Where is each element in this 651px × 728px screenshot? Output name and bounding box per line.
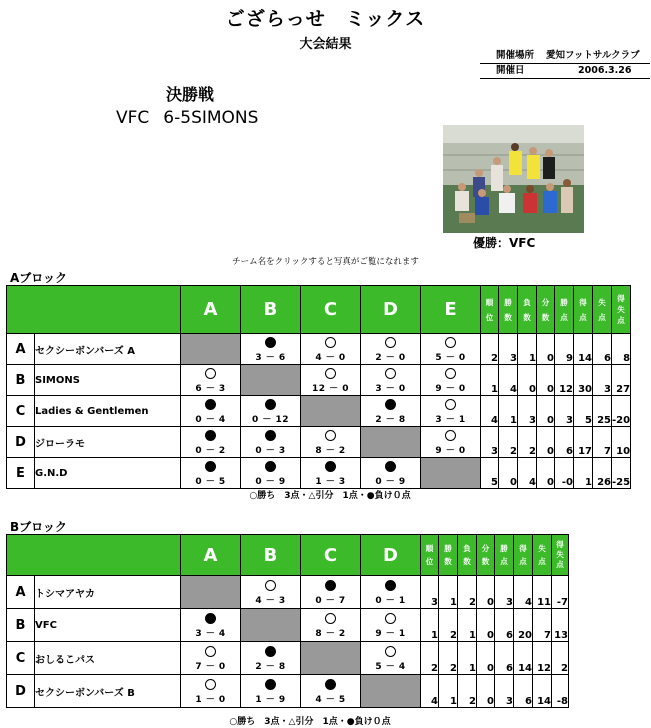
block-a-row-d [7,427,631,458]
win-circle-icon [445,430,456,441]
stat-value: 30 [574,365,593,396]
row-label: D [7,427,35,458]
stat-value: 3 [495,675,514,708]
match-score: 3 － 0 [375,383,406,394]
stat-value: 2 [552,642,569,675]
match-result-cell [241,675,301,708]
match-score: 0 － 7 [315,595,346,606]
loss-dot-icon [265,399,276,410]
stat-value: 12 [555,365,574,396]
block-a-col-a: A [181,286,241,334]
stat-header-losses: 負 数 [458,535,477,576]
loss-dot-icon [385,580,396,591]
self-match-cell [301,642,361,675]
match-result-cell [181,396,241,427]
loss-dot-icon [205,399,216,410]
match-result-cell [361,642,421,675]
stat-value: 6 [555,427,574,458]
stat-value: 3 [499,334,518,365]
self-match-cell [361,675,421,708]
match-result-cell [241,427,301,458]
stat-value: 6 [593,334,612,365]
match-score: 3 － 1 [435,414,466,425]
stat-value: 0 [537,334,555,365]
stat-value: 3 [421,576,439,609]
stat-value: 3 [555,396,574,427]
stat-value: 1 [421,609,439,642]
stat-header-goals-against: 失 点 [593,286,612,334]
row-label: C [7,396,35,427]
stat-value: 0 [518,365,537,396]
match-result-cell [241,334,301,365]
self-match-cell [181,576,241,609]
match-result-cell [181,427,241,458]
stat-value: 14 [533,675,552,708]
win-circle-icon [445,399,456,410]
match-score: 0 － 2 [195,445,226,456]
click-note: チーム名をクリックすると写真がご覧になれます [232,257,419,267]
match-score: 1 － 0 [195,694,226,705]
block-a-col-e: E [421,286,481,334]
match-result-cell [241,458,301,489]
stat-value: 14 [514,642,533,675]
team-name-link[interactable]: トシマアヤカ [35,576,181,609]
win-circle-icon [385,337,396,348]
row-label: C [7,642,35,675]
match-score: 4 － 3 [255,595,286,606]
stat-value: 11 [533,576,552,609]
match-result-cell [241,576,301,609]
match-score: 2 － 8 [375,414,406,425]
win-circle-icon [205,679,216,690]
match-score: 6 － 3 [195,383,226,394]
stat-value: 5 [574,396,593,427]
stat-value: 1 [481,365,499,396]
match-score: 9 － 0 [435,445,466,456]
stat-value: 9 [555,334,574,365]
match-score: 9 － 0 [435,383,466,394]
stat-value: 7 [593,427,612,458]
stat-value: -8 [552,675,569,708]
loss-dot-icon [265,430,276,441]
match-score: 0 － 3 [255,445,286,456]
match-score: 7 － 0 [195,661,226,672]
stat-value: 26 [593,458,612,489]
stat-value: 13 [552,609,569,642]
block-b-col-c: C [301,535,361,576]
venue-label: 開催場所 [496,50,535,61]
row-label: B [7,609,35,642]
block-a-col-b: B [241,286,301,334]
page-subtitle: 大会結果 [299,37,352,52]
stat-value: 3 [481,427,499,458]
stat-value: 2 [458,576,477,609]
match-score: 0 － 12 [251,414,290,425]
match-result-cell [301,427,361,458]
stat-value: 1 [518,334,537,365]
stat-header-points: 勝 点 [555,286,574,334]
stat-value: 2 [518,427,537,458]
win-circle-icon [205,646,216,657]
self-match-cell [241,365,301,396]
final-title: 決勝戦 [166,85,215,104]
stat-value: 3 [593,365,612,396]
loss-dot-icon [265,461,276,472]
team-name-link[interactable]: VFC [35,609,181,642]
stat-value: 25 [593,396,612,427]
winner-label: 優勝：VFC [473,236,536,250]
self-match-cell [361,427,421,458]
block-b-row-c [7,642,569,675]
stat-value: -25 [612,458,631,489]
win-circle-icon [445,337,456,348]
team-name-link[interactable]: SIMONS [35,365,181,396]
stat-value: 0 [477,576,495,609]
team-name-link[interactable]: Ladies & Gentlemen [35,396,181,427]
self-match-cell [421,458,481,489]
block-a-row-e [7,458,631,489]
stat-value: 7 [533,609,552,642]
match-result-cell [421,396,481,427]
block-b-col-d: D [361,535,421,576]
match-score: 0 － 1 [375,595,406,606]
block-b-label: Bブロック [10,520,67,534]
stat-value: 2 [421,642,439,675]
match-result-cell [241,396,301,427]
match-score: 9 － 1 [375,628,406,639]
match-result-cell [361,609,421,642]
stat-value: 0 [537,427,555,458]
match-score: 8 － 2 [315,628,346,639]
match-result-cell [181,675,241,708]
team-name-link[interactable]: おしるこパス [35,642,181,675]
stat-value: 2 [439,609,458,642]
match-result-cell [301,609,361,642]
match-result-cell [301,576,361,609]
stat-value: 0 [477,609,495,642]
team-name-link[interactable]: セクシーボンバーズ A [35,334,181,365]
stat-value: -7 [552,576,569,609]
stat-value: 3 [495,576,514,609]
match-result-cell [181,609,241,642]
row-label: A [7,576,35,609]
block-a-corner [7,286,181,334]
win-circle-icon [385,646,396,657]
loss-dot-icon [205,613,216,624]
win-circle-icon [325,613,336,624]
stat-value: 1 [439,576,458,609]
block-a-table [6,285,631,489]
stat-header-goals-for: 得 点 [574,286,593,334]
team-name-link[interactable]: セクシーボンバーズ B [35,675,181,708]
match-result-cell [181,365,241,396]
loss-dot-icon [265,337,276,348]
match-result-cell [361,334,421,365]
final-team2: SIMONS [191,108,259,128]
stat-value: 6 [495,642,514,675]
loss-dot-icon [325,580,336,591]
match-score: 5 － 4 [375,661,406,672]
match-result-cell [361,576,421,609]
stat-header-wins: 勝 数 [499,286,518,334]
date-value: 2006.3.26 [578,65,632,76]
stat-value: 6 [495,609,514,642]
row-label: A [7,334,35,365]
stat-value: 27 [612,365,631,396]
win-circle-icon [325,368,336,379]
block-a-row-a [7,334,631,365]
event-info [480,49,650,79]
match-result-cell [421,427,481,458]
final-score: 6-5 [163,108,192,128]
match-score: 1 － 3 [315,476,346,487]
block-a-label: Aブロック [10,271,68,285]
stat-value: -20 [612,396,631,427]
match-result-cell [421,365,481,396]
match-score: 0 － 9 [255,476,286,487]
stat-header-goals-against: 失 点 [533,535,552,576]
match-score: 5 － 0 [435,352,466,363]
block-b-row-a [7,576,569,609]
match-result-cell [361,365,421,396]
match-score: 8 － 2 [315,445,346,456]
win-circle-icon [325,430,336,441]
loss-dot-icon [325,679,336,690]
stat-header-losses: 負 数 [518,286,537,334]
stat-value: 1 [458,609,477,642]
self-match-cell [181,334,241,365]
stat-header-goals-for: 得 点 [514,535,533,576]
team-name-link[interactable]: ジローラモ [35,427,181,458]
match-result-cell [361,396,421,427]
stat-value: 4 [499,365,518,396]
win-circle-icon [205,368,216,379]
loss-dot-icon [265,679,276,690]
self-match-cell [301,396,361,427]
block-b-row-d [7,675,569,708]
stat-value: 1 [574,458,593,489]
row-label: E [7,458,35,489]
win-circle-icon [385,613,396,624]
loss-dot-icon [205,461,216,472]
team-name-link[interactable]: G.N.D [35,458,181,489]
match-result-cell [181,458,241,489]
win-circle-icon [385,368,396,379]
team-photo-image [443,125,584,233]
match-score: 2 － 0 [375,352,406,363]
match-score: 0 － 5 [195,476,226,487]
team-photo[interactable] [443,125,584,233]
loss-dot-icon [265,646,276,657]
block-a-legend: ○勝ち 3点・△引分 1点・●負け０点 [249,491,411,501]
stat-value: 4 [421,675,439,708]
match-score: 12 － 0 [311,383,350,394]
stat-value: 17 [574,427,593,458]
win-circle-icon [325,337,336,348]
win-circle-icon [445,368,456,379]
stat-value: 1 [439,675,458,708]
match-score: 1 － 9 [255,694,286,705]
block-b-header-row [7,535,569,576]
match-result-cell [421,334,481,365]
block-a-header-row [7,286,631,334]
block-b-corner [7,535,181,576]
stat-value: -0 [555,458,574,489]
stat-value: 8 [612,334,631,365]
loss-dot-icon [205,430,216,441]
block-a-row-c [7,396,631,427]
page-title: ござらっせ ミックス [225,8,426,30]
match-score: 3 － 6 [255,352,286,363]
win-circle-icon [265,580,276,591]
stat-value: 0 [537,458,555,489]
stat-value: 0 [537,365,555,396]
stat-value: 14 [574,334,593,365]
stat-header-rank: 順 位 [421,535,439,576]
stat-value: 10 [612,427,631,458]
stat-value: 2 [481,334,499,365]
stat-value: 2 [458,675,477,708]
block-b-col-a: A [181,535,241,576]
stat-value: 5 [481,458,499,489]
stat-value: 2 [439,642,458,675]
match-score: 4 － 0 [315,352,346,363]
block-b-row-b [7,609,569,642]
stat-value: 0 [477,675,495,708]
match-score: 3 － 4 [195,628,226,639]
venue-value: 愛知フットサルクラブ [546,50,640,61]
block-b-col-b: B [241,535,301,576]
match-score: 0 － 4 [195,414,226,425]
match-result-cell [361,458,421,489]
stat-value: 2 [499,427,518,458]
final-result [116,108,272,128]
stat-value: 4 [518,458,537,489]
stat-header-rank: 順 位 [481,286,499,334]
match-result-cell [241,642,301,675]
stat-value: 0 [537,396,555,427]
stat-value: 1 [458,642,477,675]
block-a-col-d: D [361,286,421,334]
match-score: 2 － 8 [255,661,286,672]
stat-value: 0 [477,642,495,675]
stat-value: 1 [499,396,518,427]
stat-header-wins: 勝 数 [439,535,458,576]
match-result-cell [181,642,241,675]
match-result-cell [301,458,361,489]
stat-header-draws: 分 数 [477,535,495,576]
stat-header-points: 勝 点 [495,535,514,576]
self-match-cell [241,609,301,642]
block-b-legend: ○勝ち 3点・△引分 1点・●負け０点 [229,717,391,727]
stat-header-draws: 分 数 [537,286,555,334]
row-label: D [7,675,35,708]
match-result-cell [301,334,361,365]
stat-value: 4 [514,576,533,609]
block-a-col-c: C [301,286,361,334]
loss-dot-icon [385,399,396,410]
loss-dot-icon [325,461,336,472]
match-score: 0 － 9 [375,476,406,487]
stat-header-goal-diff: 得 失 点 [612,286,631,334]
date-label: 開催日 [496,65,525,76]
stat-value: 0 [499,458,518,489]
row-label: B [7,365,35,396]
stat-value: 12 [533,642,552,675]
stat-value: 3 [518,396,537,427]
block-b-table [6,534,569,708]
match-result-cell [301,365,361,396]
block-a-row-b [7,365,631,396]
stat-header-goal-diff: 得 失 点 [552,535,569,576]
stat-value: 20 [514,609,533,642]
final-team1: VFC [116,108,150,128]
loss-dot-icon [385,461,396,472]
match-result-cell [301,675,361,708]
stat-value: 4 [481,396,499,427]
stat-value: 6 [514,675,533,708]
match-score: 4 － 5 [315,694,346,705]
